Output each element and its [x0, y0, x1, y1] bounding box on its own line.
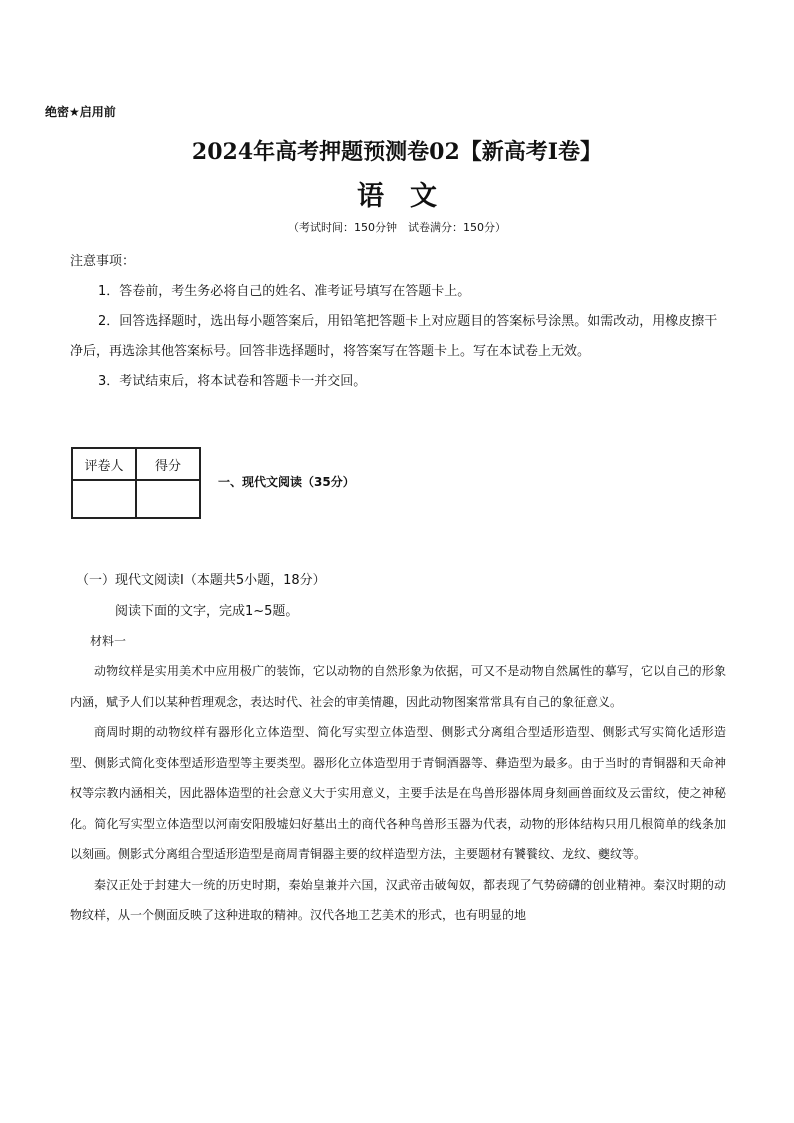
notice-title: 注意事项： — [70, 254, 136, 269]
score-table-score-cell — [136, 480, 200, 518]
score-table-grader-cell — [72, 480, 136, 518]
notice-item: 3．考试结束后，将本试卷和答题卡一并交回。 — [98, 374, 367, 389]
score-table-header-grader: 评卷人 — [72, 448, 136, 480]
exam-title: 2024年高考押题预测卷02【新高考I卷】 — [191, 139, 603, 165]
passage-paragraph: 商周时期的动物纹样有器形化立体造型、简化写实型立体造型、侧影式分离组合型适形造型、侧影式写实简化适形造型、侧影式简化变体型适形造型等主要类型。器形化立体造型用于青铜酒器等、彝造型为最多。由于当时的青铜器和天命神权等宗教内涵相关，因此器体造型的社会意义大于实用意义，主要手法是在鸟兽形器体周身刻画兽面纹及云雷纹，使之神秘化。简化写实型立体造型以河南安阳殷墟妇好墓出土的商代各种鸟兽形玉器为代表，动物的形体结构只用几根简单的线条加以刻画。侧影式分离组合型适形造型是商周青铜器主要的纹样造型方法，主要题材有饕餮纹、龙纹、夔纹等。 — [70, 725, 726, 861]
score-table — [71, 447, 201, 519]
material-label: 材料一 — [90, 634, 127, 648]
part-title: （一）现代文阅读I（本题共5小题，18分） — [76, 573, 326, 588]
section-heading: 一、现代文阅读（35分） — [218, 475, 355, 489]
reading-passage — [70, 656, 726, 931]
exam-meta: （考试时间：150分钟 试卷满分：150分） — [288, 221, 506, 234]
score-table-header-score: 得分 — [136, 448, 200, 480]
passage-paragraph: 秦汉正处于封建大一统的历史时期，秦始皇兼并六国，汉武帝击破匈奴，都表现了气势磅礴的创业精神。秦汉时期的动物纹样，从一个侧面反映了这种进取的精神。汉代各地工艺美术的形式，也有明显的地 — [70, 877, 726, 922]
notice-list — [70, 277, 725, 397]
confidential-label: 绝密★启用前 — [45, 105, 116, 119]
reading-instruction: 阅读下面的文字，完成1~5题。 — [115, 604, 299, 619]
subject-title: 语文 — [357, 181, 463, 212]
notice-item: 2．回答选择题时，选出每小题答案后，用铅笔把答题卡上对应题目的答案标号涂黑。如需改动，用橡皮擦干净后，再选涂其他答案标号。回答非选择题时，将答案写在答题卡上。写在本试卷上无效。 — [70, 314, 718, 359]
passage-paragraph: 动物纹样是实用美术中应用极广的装饰，它以动物的自然形象为依据，可又不是动物自然属性的摹写，它以自己的形象内涵，赋予人们以某种哲理观念，表达时代、社会的审美情趣，因此动物图案常常具有自己的象征意义。 — [70, 664, 726, 709]
notice-item: 1．答卷前，考生务必将自己的姓名、准考证号填写在答题卡上。 — [98, 284, 471, 299]
